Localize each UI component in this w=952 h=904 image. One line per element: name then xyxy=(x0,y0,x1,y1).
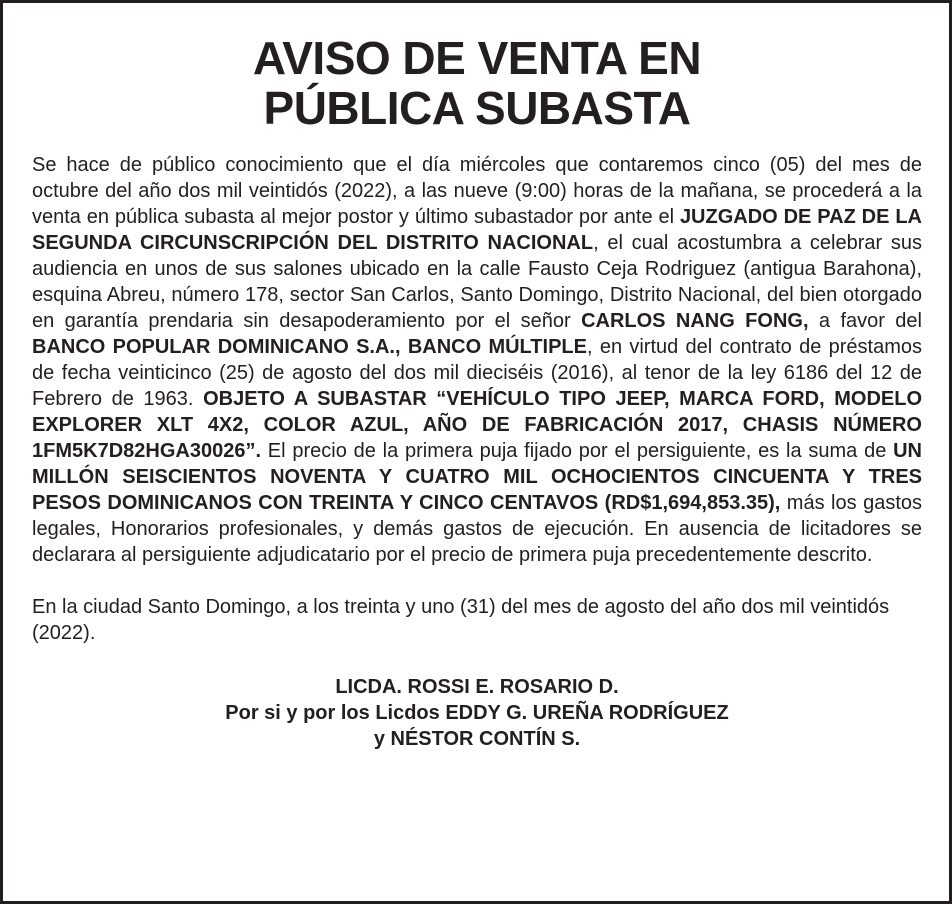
body-text-2: , el cual acostumbra a celebrar sus audiencia en unos de sus salones ubicado en la calle Fausto Ceja Rodriguez (antigua Barahona), esquina Abreu, número 178, sector San Carlos, Santo Domingo, Distrito Nacional, del bien otorgado en garantía prendaria sin desapoderamiento por el señor xyxy=(32,232,923,332)
body-text-1: Se hace de público conocimiento que el día miércoles que contaremos cinco (05) del mes de octubre del año dos mil veintidós (2022), a las nueve (9:00) horas de la mañana, se procederá a la venta en pública subasta al mejor postor y último subastador por ante el xyxy=(32,154,922,228)
bank-name: BANCO POPULAR DOMINICANO S.A., BANCO MÚLTIPLE xyxy=(32,336,587,358)
title-line-1: AVISO DE VENTA EN xyxy=(252,32,702,84)
body-text-6: más los gastos legales, Honorarios profesionales, y demás gastos de ejecución. En ausencia de licitadores se declarara al persiguiente adjudicatario por el precio de primera puja precedentemente descrito. xyxy=(32,492,922,566)
body-text-4: , en virtud del contrato de préstamos de fecha veinticinco (25) de agosto del dos mil dieciséis (2016), al tenor de la ley 6186 del 12 de Febrero de 1963. xyxy=(32,336,922,410)
signature-line-2: Por si y por los Licdos EDDY G. UREÑA RODRÍGUEZ xyxy=(225,702,729,724)
auction-object: OBJETO A SUBASTAR “VEHÍCULO TIPO JEEP, MARCA FORD, MODELO EXPLORER XLT 4X2, COLOR AZUL, AÑO DE FABRICACIÓN 2017, CHASIS NÚMERO 1FM5K7D82HGA30026”. xyxy=(32,388,922,462)
signature-block xyxy=(32,674,922,752)
court-name: JUZGADO DE PAZ DE LA SEGUNDA CIRCUNSCRIPCIÓN DEL DISTRITO NACIONAL xyxy=(32,206,922,254)
body-text-3: a favor del xyxy=(808,310,922,332)
closing-statement: En la ciudad Santo Domingo, a los treinta y uno (31) del mes de agosto del año dos mil veintidós (2022). xyxy=(32,596,890,644)
signature-line-3: y NÉSTOR CONTÍN S. xyxy=(373,728,581,750)
title-line-2: PÚBLICA SUBASTA xyxy=(263,82,691,134)
notice-title xyxy=(32,33,922,133)
auction-price: UN MILLÓN SEISCIENTOS NOVENTA Y CUATRO MIL OCHOCIENTOS CINCUENTA Y TRES PESOS DOMINICANOS CON TREINTA Y CINCO CENTAVOS (RD$1,694,853.35), xyxy=(32,440,922,514)
body-text-5: El precio de la primera puja fijado por el persiguiente, es la suma de xyxy=(261,440,894,462)
signature-line-1: LICDA. ROSSI E. ROSARIO D. xyxy=(335,676,619,698)
debtor-name: CARLOS NANG FONG, xyxy=(581,310,809,332)
notice-body xyxy=(32,152,922,568)
